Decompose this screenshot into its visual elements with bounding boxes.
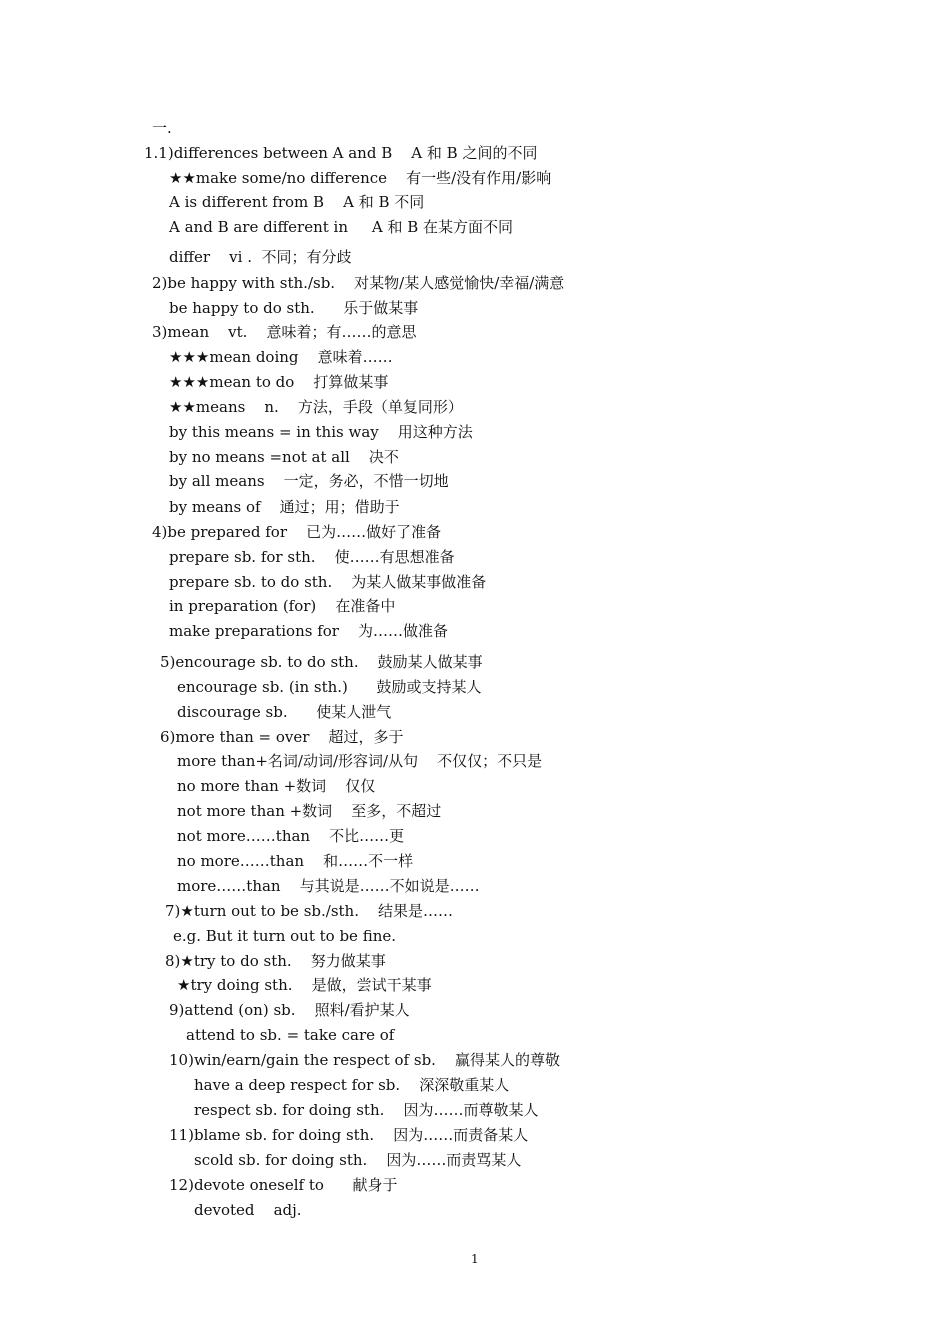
entry-line: no more……than 和……不一样 xyxy=(177,852,414,870)
entry-line: ★★means n. 方法，手段（单复同形） xyxy=(169,398,463,416)
entry-line: devoted adj. xyxy=(194,1201,302,1219)
entry-line: by means of 通过；用；借助于 xyxy=(169,498,400,516)
section-heading: 一. xyxy=(152,119,172,137)
entry-line: 11)blame sb. for doing sth. 因为……而责备某人 xyxy=(169,1126,529,1144)
entry-line: encourage sb. (in sth.) 鼓励或支持某人 xyxy=(177,678,482,696)
entry-line: ★★★mean to do 打算做某事 xyxy=(169,373,389,391)
entry-line: more than+名词/动词/形容词/从句 不仅仅；不只是 xyxy=(177,752,543,770)
entry-line: in preparation (for) 在准备中 xyxy=(169,597,396,615)
entry-line: A is different from B A 和 B 不同 xyxy=(169,193,425,211)
entry-line: 4)be prepared for 已为……做好了准备 xyxy=(152,523,442,541)
entry-line: not more than +数词 至多，不超过 xyxy=(177,802,442,820)
entry-line: 10)win/earn/gain the respect of sb. 赢得某人的尊敬 xyxy=(169,1051,561,1069)
entry-line: 6)more than = over 超过，多于 xyxy=(160,728,404,746)
entry-line: 9)attend (on) sb. 照料/看护某人 xyxy=(169,1001,410,1019)
entry-line: have a deep respect for sb. 深深敬重某人 xyxy=(194,1076,510,1094)
entry-line: 1.1)differences between A and B A 和 B 之间的不同 xyxy=(144,144,538,162)
entry-line: by all means 一定，务必，不惜一切地 xyxy=(169,472,449,490)
entry-line: ★★★mean doing 意味着…… xyxy=(169,348,393,366)
entry-line: by this means = in this way 用这种方法 xyxy=(169,423,473,441)
entry-line: scold sb. for doing sth. 因为……而责骂某人 xyxy=(194,1151,522,1169)
entry-line: attend to sb. = take care of xyxy=(186,1026,395,1044)
entry-line: prepare sb. to do sth. 为某人做某事做准备 xyxy=(169,573,487,591)
entry-line: not more……than 不比……更 xyxy=(177,827,405,845)
entry-line: e.g. But it turn out to be fine. xyxy=(173,927,397,945)
entry-line: respect sb. for doing sth. 因为……而尊敬某人 xyxy=(194,1101,539,1119)
entry-line: more……than 与其说是……不如说是…… xyxy=(177,877,480,895)
entry-line: 8)★try to do sth. 努力做某事 xyxy=(165,952,386,970)
entry-line: A and B are different in A 和 B 在某方面不同 xyxy=(169,218,514,236)
entry-line: 12)devote oneself to 献身于 xyxy=(169,1176,398,1194)
entry-line: differ vi . 不同；有分歧 xyxy=(169,248,352,266)
entry-line: by no means =not at all 决不 xyxy=(169,448,399,466)
entry-line: ★try doing sth. 是做，尝试干某事 xyxy=(177,976,432,994)
entry-line: prepare sb. for sth. 使……有思想准备 xyxy=(169,548,455,566)
entry-line: no more than +数词 仅仅 xyxy=(177,777,376,795)
entry-line: make preparations for 为……做准备 xyxy=(169,622,449,640)
entry-line: 3)mean vt. 意味着；有……的意思 xyxy=(152,323,417,341)
entry-line: 5)encourage sb. to do sth. 鼓励某人做某事 xyxy=(160,653,483,671)
entry-line: discourage sb. 使某人泄气 xyxy=(177,703,392,721)
entry-line: be happy to do sth. 乐于做某事 xyxy=(169,299,419,317)
entry-line: 7)★turn out to be sb./sth. 结果是…… xyxy=(165,902,454,920)
page-number: 1 xyxy=(471,1252,479,1266)
entry-line: 2)be happy with sth./sb. 对某物/某人感觉愉快/幸福/满意 xyxy=(152,274,565,292)
entry-line: ★★make some/no difference 有一些/没有作用/影响 xyxy=(169,169,552,187)
